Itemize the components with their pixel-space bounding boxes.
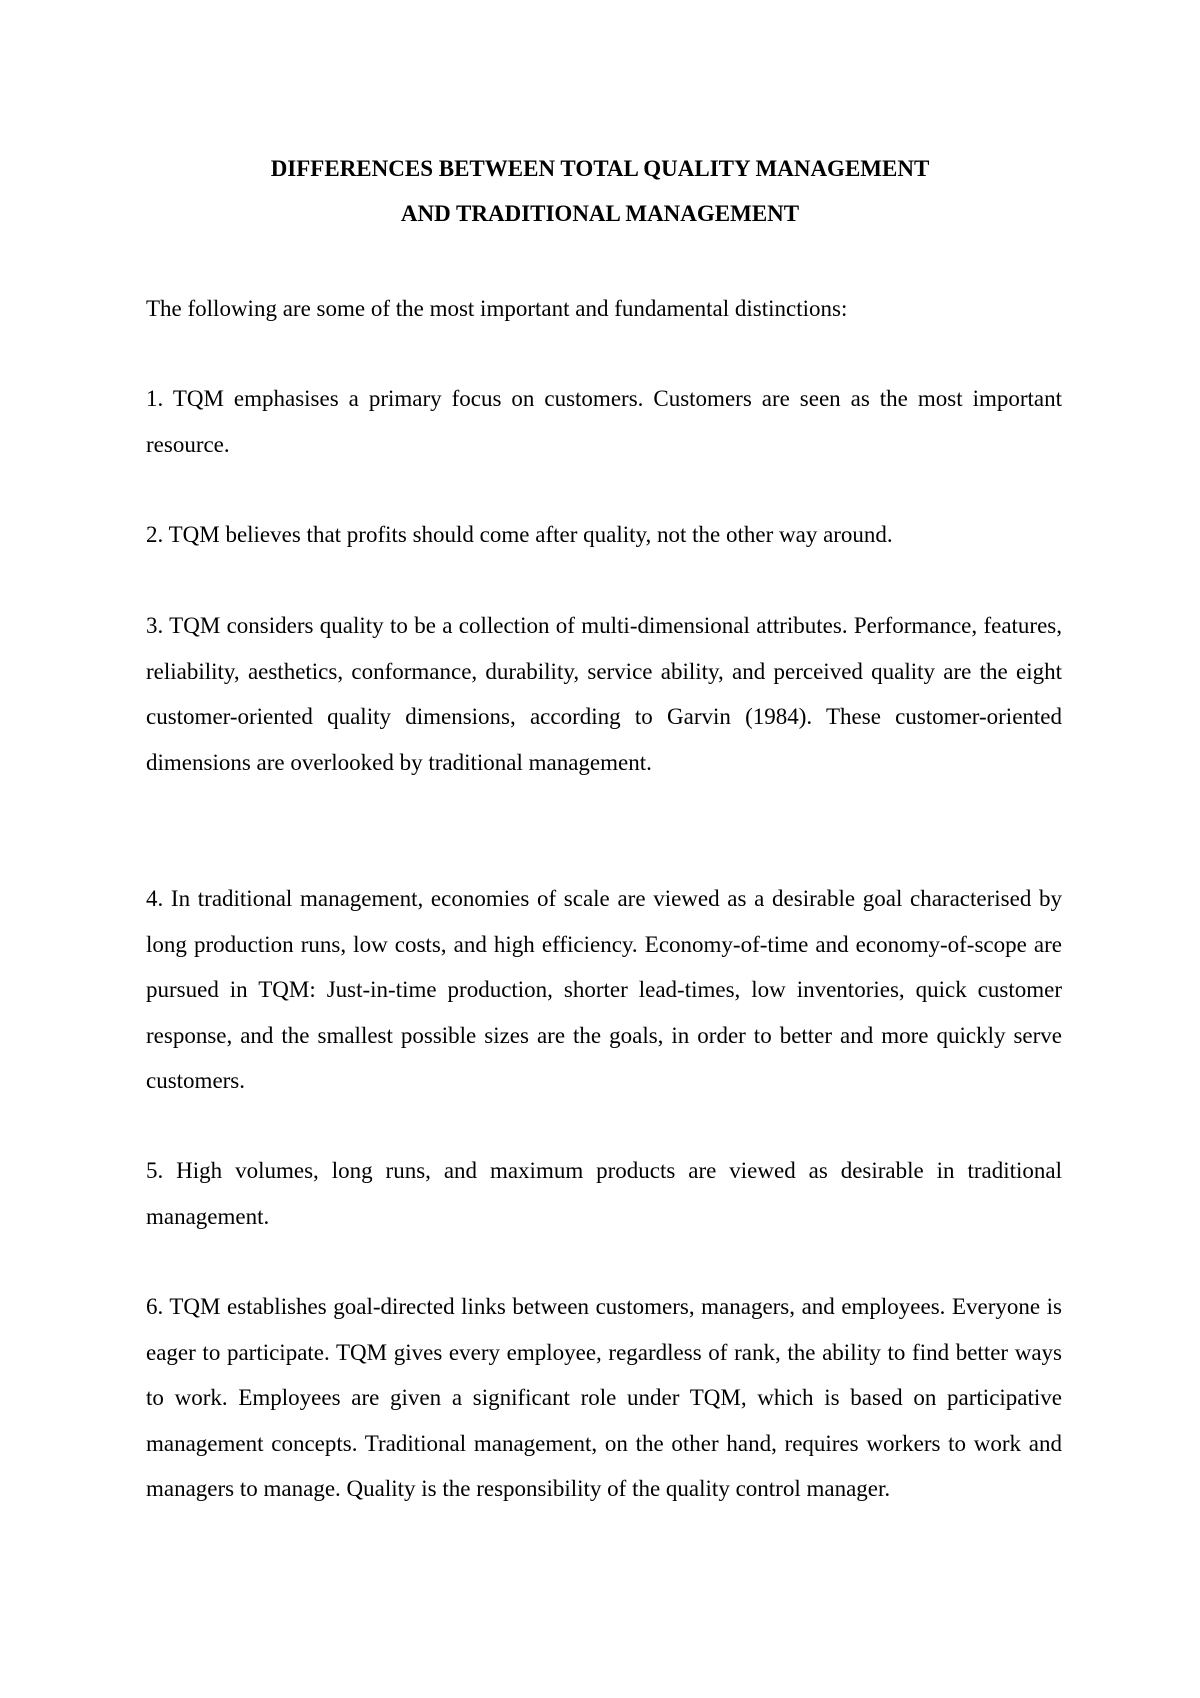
intro-paragraph: The following are some of the most important and fundamental distinctions: bbox=[146, 296, 848, 321]
title-line-1: DIFFERENCES BETWEEN TOTAL QUALITY MANAGEMENT bbox=[270, 156, 930, 181]
point-2-paragraph: 2. TQM believes that profits should come after quality, not the other way around. bbox=[146, 522, 893, 547]
point-1-paragraph: 1. TQM emphasises a primary focus on customers. Customers are seen as the most important resource. bbox=[146, 386, 1062, 457]
point-3-paragraph: 3. TQM considers quality to be a collection of multi-dimensional attributes. Performance, features, reliability, aesthetics, conformance, durability, service ability, and perceived quality are the eight customer-oriented quality dimensions, according to Garvin (1984). These customer-oriented dimensions are overlooked by traditional management. bbox=[146, 613, 1062, 775]
point-4-paragraph: 4. In traditional management, economies of scale are viewed as a desirable goal characterised by long production runs, low costs, and high efficiency. Economy-of-time and economy-of-scope are pursued in TQM: Just-in-time production, shorter lead-times, low inventories, quick customer response, and the smallest possible sizes are the goals, in order to better and more quickly serve customers. bbox=[146, 886, 1062, 1093]
point-5-paragraph: 5. High volumes, long runs, and maximum products are viewed as desirable in traditional management. bbox=[146, 1158, 1062, 1229]
document-title bbox=[0, 146, 1200, 236]
point-6-paragraph: 6. TQM establishes goal-directed links between customers, managers, and employees. Everyone is eager to participate. TQM gives every employee, regardless of rank, the ability to find better ways to work. Employees are given a significant role under TQM, which is based on participative management concepts. Traditional management, on the other hand, requires workers to work and managers to manage. Quality is the responsibility of the quality control manager. bbox=[146, 1294, 1062, 1501]
title-line-2: AND TRADITIONAL MANAGEMENT bbox=[400, 201, 800, 226]
